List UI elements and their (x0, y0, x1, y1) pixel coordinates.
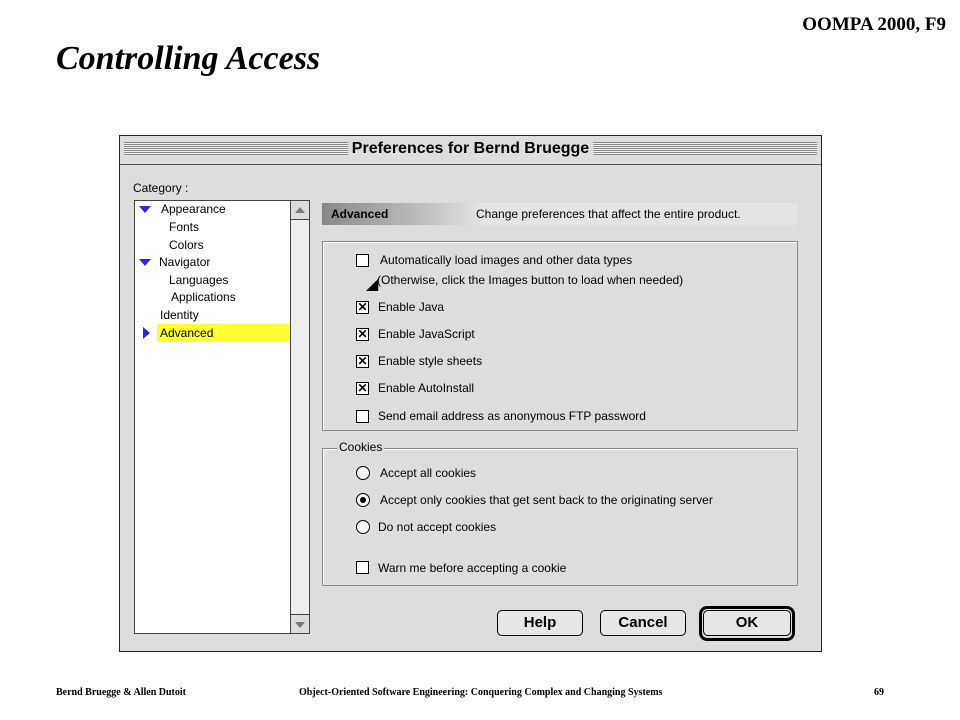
category-identity[interactable] (135, 307, 291, 324)
cancel-button[interactable]: Cancel (600, 610, 686, 636)
footer-authors: Bernd Bruegge & Allen Dutoit (56, 687, 186, 698)
accept-originating-radio[interactable] (356, 493, 370, 507)
send-email-ftp-checkbox[interactable] (356, 410, 369, 423)
option-note (377, 273, 683, 287)
title-bar[interactable] (120, 136, 821, 165)
category-label-appearance: Appearance (161, 202, 226, 216)
auto-load-note: (Otherwise, click the Images button to load when needed) (377, 273, 684, 287)
warn-cookie-checkbox[interactable] (356, 561, 369, 574)
option-label: Enable JavaScript (378, 327, 475, 341)
category-scrollbar[interactable] (290, 201, 309, 633)
arrow-down-icon (295, 622, 305, 628)
category-label-identity: Identity (160, 308, 199, 322)
category-colors[interactable] (135, 237, 291, 254)
option-label: Accept all cookies (380, 466, 477, 480)
arrow-up-icon (295, 207, 305, 213)
disclosure-open-icon[interactable] (139, 259, 151, 266)
scroll-down-button[interactable] (291, 614, 309, 633)
option-label: Send email address as anonymous FTP password (378, 409, 646, 423)
category-label-navigator: Navigator (159, 255, 211, 269)
option-label: Enable AutoInstall (378, 381, 475, 395)
option-label: Automatically load images and other data types (380, 253, 633, 267)
ok-button[interactable]: OK (703, 610, 791, 636)
preferences-window (119, 135, 822, 652)
option-label: Warn me before accepting a cookie (378, 561, 567, 575)
auto-load-images-checkbox[interactable] (356, 254, 369, 267)
slide-title: Controlling Access (56, 40, 321, 77)
option-label: Enable Java (378, 300, 445, 314)
mouse-pointer-icon: ◢ (366, 276, 379, 293)
category-list[interactable] (134, 200, 310, 634)
enable-autoinstall-checkbox[interactable]: ✕ (357, 381, 368, 395)
option-label: Enable style sheets (378, 354, 483, 368)
category-label-colors: Colors (169, 238, 204, 252)
do-not-accept-radio[interactable] (356, 520, 370, 534)
category-appearance[interactable] (135, 201, 291, 218)
footer-book-title: Object-Oriented Software Engineering: Conquering Complex and Changing Systems (299, 687, 663, 698)
category-label-advanced: Advanced (160, 326, 214, 340)
category-advanced[interactable] (135, 325, 291, 342)
enable-style-sheets-checkbox[interactable]: ✕ (357, 354, 368, 368)
section-name: Advanced (331, 207, 389, 221)
option-label: Accept only cookies that get sent back to the originating server (380, 493, 713, 507)
disclosure-open-icon[interactable] (139, 206, 151, 213)
category-fonts[interactable] (135, 219, 291, 236)
cookies-legend: Cookies (339, 440, 383, 454)
disclosure-closed-icon[interactable] (143, 327, 150, 339)
enable-java-checkbox[interactable]: ✕ (357, 300, 368, 314)
help-button[interactable]: Help (497, 610, 583, 636)
category-navigator[interactable] (135, 254, 291, 271)
accept-all-radio[interactable] (356, 466, 370, 480)
category-label: Category : (133, 181, 189, 195)
section-header (322, 203, 798, 225)
scroll-up-button[interactable] (291, 201, 309, 220)
section-description: Change preferences that affect the entire product. (476, 207, 741, 221)
category-label-applications: Applications (171, 290, 236, 304)
category-label-fonts: Fonts (169, 220, 200, 234)
enable-javascript-checkbox[interactable]: ✕ (357, 327, 368, 341)
window-title: Preferences for Bernd Bruegge (348, 140, 593, 158)
slide-header: OOMPA 2000, F9 (802, 14, 946, 35)
category-languages[interactable] (135, 272, 291, 289)
footer-page-number: 69 (874, 687, 884, 698)
category-applications[interactable] (135, 289, 291, 306)
category-label-languages: Languages (169, 273, 229, 287)
option-label: Do not accept cookies (378, 520, 497, 534)
